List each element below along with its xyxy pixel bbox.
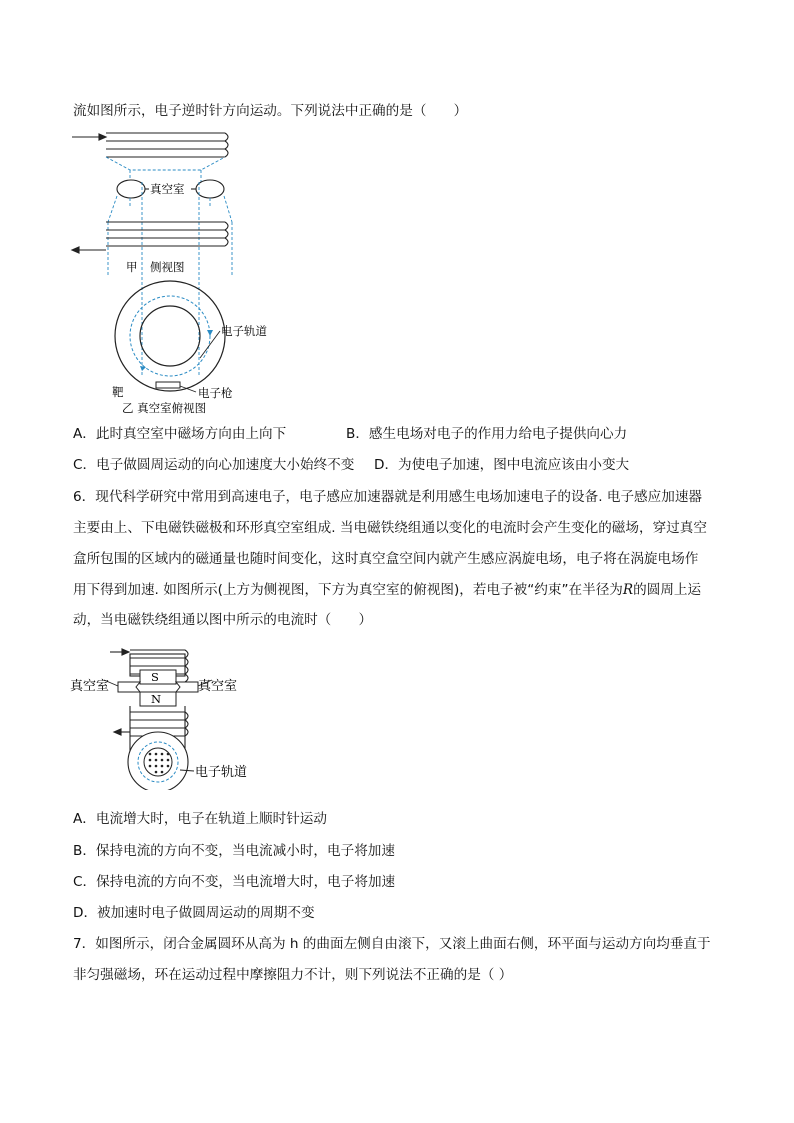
label-orbit: 电子轨道 [221, 324, 267, 338]
label-top-view: 乙 真空室俯视图 [122, 401, 207, 415]
label-pole-s: S [151, 670, 159, 684]
lower-coil [72, 222, 228, 253]
upper-coil [72, 133, 228, 157]
q6-line-4-head: 用下得到加速. 如图所示(上方为侧视图，下方为真空室的俯视图)，若电子被“约束”在半径为 [73, 582, 623, 598]
q7-line-1: 7．如图所示，闭合金属圆环从高为 h 的曲面左侧自由滚下，又滚上曲面右侧，环平面与运动方向均垂直于 [73, 936, 711, 952]
q7-line-2: 非匀强磁场，环在运动过程中摩擦阻力不计，则下列说法不正确的是（ ） [73, 967, 513, 983]
q6-line-3: 盒所包围的区域内的磁通量也随时间变化，这时真空盒空间内就产生感应涡旋电场，电子将在涡旋电场作 [73, 551, 699, 567]
q5-option-c: C．电子做圆周运动的向心加速度大小始终不变 [73, 457, 355, 473]
q6-figure [70, 640, 270, 790]
label-pole-n: N [151, 692, 162, 706]
electron-gun [156, 382, 180, 388]
q6-option-c: C．保持电流的方向不变，当电流增大时，电子将加速 [73, 874, 396, 890]
chamber-top-view [115, 281, 225, 391]
label-jia: 甲 [126, 260, 138, 274]
q6-top-view [128, 732, 188, 790]
q6-line-4-tail: 的圆周上运 [633, 582, 702, 598]
q6-option-b: B．保持电流的方向不变，当电流减小时，电子将加速 [73, 843, 395, 859]
q5-option-a: A．此时真空室中磁场方向由上向下 [73, 426, 287, 442]
q5-figure [70, 126, 290, 418]
q5-option-d: D．为使电子加速，图中电流应该由小变大 [374, 457, 630, 473]
q6-line-2: 主要由上、下电磁铁磁极和环形真空室组成. 当电磁铁绕组通以变化的电流时会产生变化的磁场，穿过真空 [73, 520, 707, 536]
q6-option-d: D．被加速时电子做圆周运动的周期不变 [73, 905, 315, 921]
label-side-view: 侧视图 [150, 260, 185, 274]
label-target: 靶 [112, 385, 124, 399]
q6-line-1: 6．现代科学研究中常用到高速电子，电子感应加速器就是利用感生电场加速电子的设备. 电子感应加速器 [73, 489, 703, 505]
radius-symbol: R [622, 582, 634, 598]
q6-line-4 [73, 580, 701, 600]
q5-intro-line: 流如图所示，电子逆时针方向运动。下列说法中正确的是（ ） [73, 103, 468, 119]
q5-option-b: B．感生电场对电子的作用力给电子提供向心力 [346, 426, 628, 442]
label-chamber: 真空室 [150, 182, 185, 196]
label-chamber-left: 真空室 [70, 679, 110, 694]
label-gun: 电子枪 [198, 386, 233, 400]
q6-option-a: A．电流增大时，电子在轨道上顺时针运动 [73, 811, 327, 827]
label-q6-orbit: 电子轨道 [195, 765, 248, 780]
q6-line-5: 动，当电磁铁绕组通以图中所示的电流时（ ） [73, 612, 373, 628]
label-chamber-right: 真空室 [198, 679, 238, 694]
